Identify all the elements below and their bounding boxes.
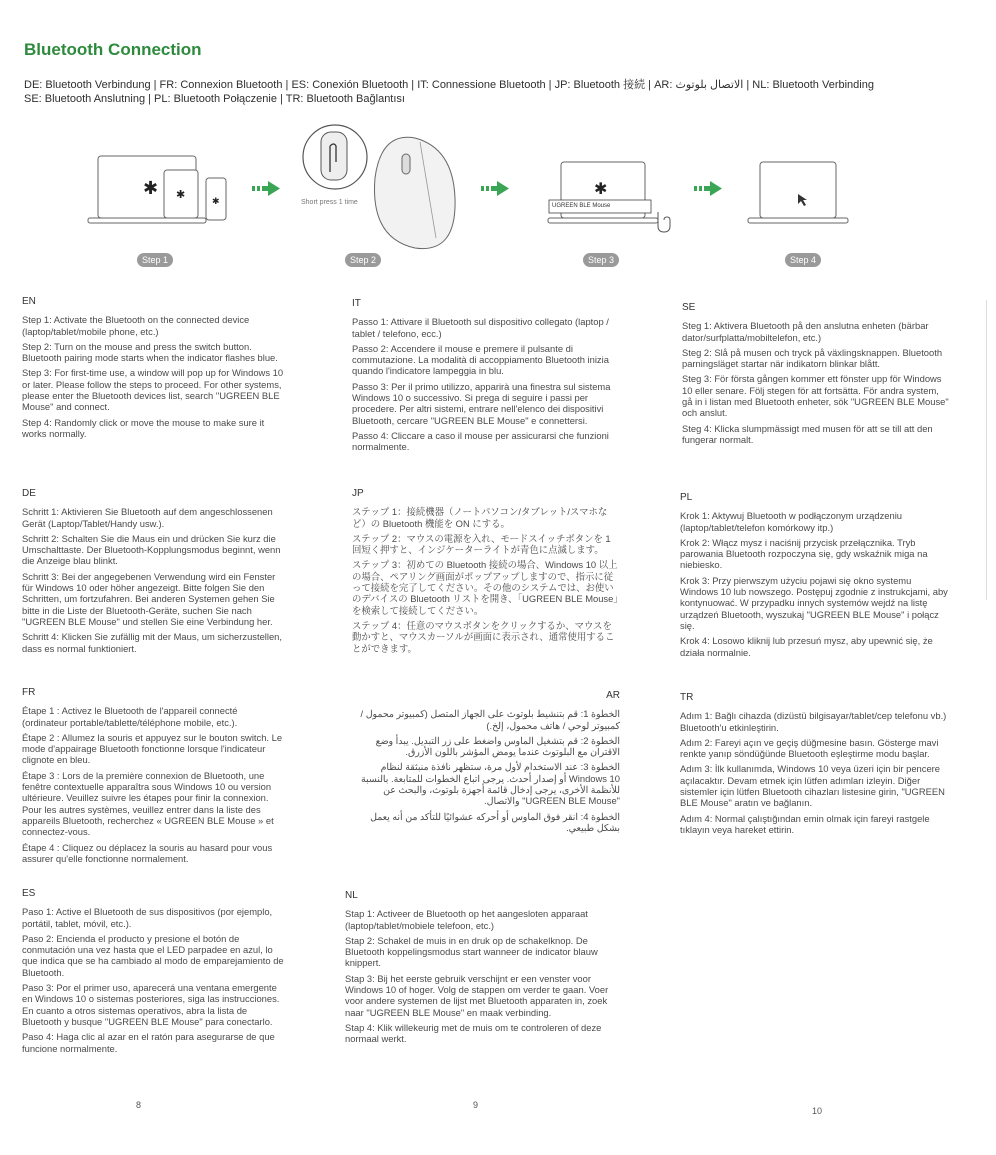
- step-text: ステップ 4：任意のマウスボタンをクリックするか、マウスを動かすと、マウスカーソルが画面に表示され、通常使用することができます。: [352, 619, 615, 654]
- bluetooth-icon: ✱: [176, 188, 186, 201]
- step-text: Stap 2: Schakel de muis in en druk op de schakelknop. De Bluetooth koppelingsmodus start wanneer de indicator blauw knippert.: [345, 934, 598, 969]
- arrow-icon: [252, 181, 280, 196]
- step-4-badge: Step 4: [785, 253, 821, 267]
- step-text: Steg 3: För första gången kommer ett fönster upp för Windows 10 eller senare. Följ stegen för att fortsätta. För andra system, gå in i listan med Bluetooth enheter, sök "UGREEN BLE Mouse" och anslut.: [682, 373, 949, 419]
- section-tr: [680, 692, 950, 839]
- section-se: [682, 302, 950, 449]
- section-lang-label: IT: [352, 298, 361, 309]
- section-de: [22, 488, 284, 658]
- step-text: Schritt 1: Aktivieren Sie Bluetooth auf dem angeschlossenen Gerät (Laptop/Tablet/Handy usw.).: [22, 506, 273, 529]
- step-text: Steg 2: Slå på musen och tryck på växlingsknappen. Bluetooth parningsläget startar när indikatorn blinkar blått.: [682, 346, 943, 370]
- step-text: Passo 4: Cliccare a caso il mouse per assicurarsi che funzioni normalmente.: [352, 429, 609, 453]
- step-text: Step 3: For first-time use, a window will pop up for Windows 10 or later. Please follow the steps to proceed. For other systems, please enter the Bluetooth devices list, search "UGREEN BLE Mouse" and connect.: [22, 367, 284, 413]
- step-text: Stap 1: Activeer de Bluetooth op het aangesloten apparaat (laptop/tablet/mobiele telefoon, etc.): [345, 908, 588, 931]
- language-names-line-2: SE: Bluetooth Anslutning | PL: Bluetooth Połączenie | TR: Bluetooth Bağlantısı: [24, 93, 405, 105]
- laptop-cursor-illustration: [748, 162, 848, 223]
- arrow-icon: [694, 181, 722, 196]
- step-text: الخطوة 1: قم بتنشيط بلوتوث على الجهاز المتصل (كمبيوتر محمول / كمبيوتر لوحي / هاتف محمول، إلخ.): [360, 708, 620, 731]
- page-edge-divider: [986, 300, 987, 600]
- step-text: Stap 4: Klik willekeurig met de muis om te controleren of deze normaal werkt.: [345, 1021, 602, 1045]
- section-en: [22, 296, 284, 443]
- step-2-badge: Step 2: [345, 253, 381, 267]
- step-text: Steg 1: Aktivera Bluetooth på den anslutna enheten (bärbar dator/surfplatta/mobiltelefon, etc.): [682, 320, 929, 343]
- section-lang-label: AR: [606, 690, 620, 701]
- step-text: Step 4: Randomly click or move the mouse to make sure it works normally.: [22, 416, 265, 439]
- step-text: ステップ 3：初めての Bluetooth 接続の場合、Windows 10 以上の場合、ペアリング画面がポップアップしますので、指示に従って接続を完了してください。その他のシステムでは、お使いのデバイスの Bluetooth リストを開き、「UGREEN BLE Mouse」を検索して接続してください。: [352, 559, 619, 616]
- step-text: Paso 2: Encienda el producto y presione el botón de conmutación una vez hasta que el LED parpadee en azul, lo que indica que se ha cambiado al modo de emparejamiento de Bluetooth.: [22, 932, 284, 978]
- step-text: Étape 4 : Cliquez ou déplacez la souris au hasard pour vous assurer qu'elle fonctionne normalement.: [22, 841, 273, 864]
- page-title: Bluetooth Connection: [24, 40, 202, 59]
- step-text: Paso 4: Haga clic al azar en el ratón para asegurarse de que funcione normalmente.: [22, 1031, 275, 1054]
- section-lang-label: FR: [22, 687, 36, 698]
- step-text: Paso 3: Por el primer uso, aparecerá una ventana emergente en Windows 10 o sistemas posteriores, siga las instrucciones. En cuanto a otros sistemas operativos, abra la lista de Bluetooth y busque "UGREEN BLE Mouse" para conectarlo.: [22, 982, 280, 1027]
- step-text: الخطوة 3: عند الاستخدام لأول مرة، ستظهر نافذة منبثقة لنظام Windows 10 أو إصدار أحدث. يرجى اتباع الخطوات للمتابعة. بالنسبة للأنظمة الأخرى، يرجى إدخال قائمة أجهزة بلوتوث، والبحث عن "UGREEN BLE Mouse" والاتصال.: [361, 761, 620, 807]
- step-text: Schritt 4: Klicken Sie zufällig mit der Maus, um sicherzustellen, dass es normal funktioniert.: [22, 631, 282, 654]
- step-text: Step 2: Turn on the mouse and press the switch button. Bluetooth pairing mode starts when the indicator flashes blue.: [22, 340, 278, 364]
- step-text: Étape 2 : Allumez la souris et appuyez sur le bouton switch. Le mode d'appairage Bluetooth fonctionne lorsque l'indicateur clignote en bleu.: [22, 731, 283, 766]
- page-number: 10: [812, 1106, 823, 1116]
- step-text: Krok 1: Aktywuj Bluetooth w podłączonym urządzeniu (laptop/tablet/telefon komórkowy itp.): [680, 510, 902, 533]
- step-text: Passo 2: Accendere il mouse e premere il pulsante di commutazione. La modalità di accoppiamento Bluetooth inizia quando l'indicatore lampeggia in blu.: [352, 342, 609, 377]
- section-lang-label: PL: [680, 492, 693, 503]
- step-3-badge: Step 3: [583, 253, 619, 267]
- step-text: Étape 3 : Lors de la première connexion de Bluetooth, une fenêtre contextuelle apparaîtra sous Windows 10 ou version ultérieure. Veuillez suivre les étapes pour finir la connexion. Pour les autres systèmes, veuillez entrer dans la liste des appareils Bluetooth, recherchez « UGREEN BLE Mouse » et connectez-vous.: [22, 769, 274, 838]
- section-lang-label: ES: [22, 888, 36, 899]
- step-text: Adım 1: Bağlı cihazda (dizüstü bilgisayar/tablet/cep telefonu vb.) Bluetooth'u etkinleştirin.: [680, 710, 947, 733]
- bluetooth-icon: ✱: [143, 178, 159, 199]
- step-text: ステップ 2：マウスの電源を入れ、モードスイッチボタンを 1 回短く押すと、インジケーターライトが青色に点滅します。: [352, 532, 611, 556]
- devices-illustration: [88, 156, 226, 223]
- section-lang-label: JP: [352, 488, 364, 499]
- language-names: [24, 78, 964, 106]
- language-names-line-1: DE: Bluetooth Verbindung | FR: Connexion Bluetooth | ES: Conexión Bluetooth | IT: Connessione Bluetooth | JP: Bluetooth 接続 | ‏AR: الاتصال بلوتوث‏ | NL: Bluetooth Verbinding: [24, 79, 874, 91]
- step-text: Passo 1: Attivare il Bluetooth sul dispositivo collegato (laptop / tablet / telefono, ecc.): [352, 316, 609, 339]
- page-number: 8: [136, 1100, 142, 1110]
- section-ar: [352, 690, 620, 837]
- section-fr: [22, 687, 284, 868]
- laptop-pairing-illustration: [548, 162, 670, 232]
- section-lang-label: DE: [22, 488, 36, 499]
- section-jp: [352, 488, 620, 658]
- short-press-label: Short press 1 time: [301, 199, 358, 206]
- section-it: [352, 298, 620, 457]
- section-es: [22, 888, 284, 1058]
- section-lang-label: NL: [345, 890, 358, 901]
- section-nl: [345, 890, 613, 1049]
- step-text: الخطوة 2: قم بتشغيل الماوس واضغط على زر التبديل. يبدأ وضع الاقتران مع البلوتوث عندما يومض المؤشر باللون الأزرق.: [375, 734, 620, 758]
- step-text: الخطوة 4: انقر فوق الماوس أو أحركه عشوائيًا للتأكد من أنه يعمل بشكل طبيعي.: [370, 810, 620, 833]
- step-text: Krok 3: Przy pierwszym użyciu pojawi się okno systemu Windows 10 lub nowszego. Postępuj zgodnie z instrukcjami, aby kontynuować. W przypadku innych systemów wejdź na listę urządzeń Bluetooth, wyszukaj "UGREEN BLE Mouse" i połącz się.: [680, 574, 948, 631]
- step-text: Krok 2: Włącz mysz i naciśnij przycisk przełącznika. Tryb parowania Bluetooth rozpoczyna się, gdy wskaźnik miga na niebiesko.: [680, 536, 928, 571]
- bluetooth-icon: ✱: [594, 179, 608, 198]
- page-number: 9: [473, 1100, 479, 1110]
- device-name-label: UGREEN BLE Mouse: [552, 203, 611, 209]
- step-text: Step 1: Activate the Bluetooth on the connected device (laptop/tablet/mobile phone, etc.): [22, 314, 250, 337]
- section-lang-label: SE: [682, 302, 696, 313]
- step-text: Krok 4: Losowo kliknij lub przesuń mysz, aby upewnić się, że działa normalnie.: [680, 635, 933, 658]
- section-lang-label: TR: [680, 692, 694, 703]
- step-text: Passo 3: Per il primo utilizzo, apparirà una finestra sul sistema Windows 10 o successivo. Si prega di seguire i passi per procedere. Per altri sistemi, entrare nell'elenco dei dispositivi Bluetooth, cercare "UGREEN BLE Mouse" e connettersi.: [352, 380, 611, 426]
- step-text: Steg 4: Klicka slumpmässigt med musen för att se till att den fungerar normalt.: [682, 422, 933, 445]
- step-text: Paso 1: Active el Bluetooth de sus dispositivos (por ejemplo, portátil, tablet, móvil, etc.).: [22, 906, 273, 929]
- step-text: Étape 1 : Activez le Bluetooth de l'appareil connecté (ordinateur portable/tablette/téléphone mobile, etc.).: [22, 705, 238, 728]
- step-text: Adım 2: Fareyi açın ve geçiş düğmesine basın. Gösterge mavi renkte yanıp söndüğünde Bluetooth eşleştirme modu başlar.: [680, 736, 939, 760]
- step-text: Stap 3: Bij het eerste gebruik verschijnt er een venster voor Windows 10 of hoger. Volg de stappen om verder te gaan. Voer voor andere systemen de lijst met Bluetooth apparaten in, zoek naar "UGREEN BLE Mouse" en maak verbinding.: [345, 972, 609, 1018]
- step-text: ステップ 1：接続機器（ノートパソコン/タブレット/スマホなど）の Bluetooth 機能を ON にする。: [352, 506, 608, 529]
- step-text: Adım 4: Normal çalıştığından emin olmak için fareyi rastgele tıklayın veya hareket ettirin.: [680, 812, 930, 835]
- arrow-icon: [481, 181, 509, 196]
- bluetooth-icon: ✱: [212, 197, 220, 207]
- step-text: Adım 3: İlk kullanımda, Windows 10 veya üzeri için bir pencere açılacaktır. Devam etmek için lütfen adımları izleyin. Diğer sistemler için lütfen Bluetooth cihazları listesine girin, "UGREEN BLE Mouse" aratın ve bağlanın.: [680, 763, 945, 809]
- step-1-badge: Step 1: [137, 253, 173, 267]
- section-pl: [680, 492, 950, 662]
- step-text: Schritt 2: Schalten Sie die Maus ein und drücken Sie kurz die Umschalttaste. Der Bluetooth-Kopplungsmodus beginnt, wenn die Anzeige blau blinkt.: [22, 532, 281, 567]
- section-lang-label: EN: [22, 296, 36, 307]
- step-text: Schritt 3: Bei der angegebenen Verwendung wird ein Fenster für Windows 10 oder höher angezeigt. Bitte folgen Sie den Schritten, um fortzufahren. Bei anderen Systemen gehen Sie bitte in die Liste der Bluetooth-Geräte, suchen Sie nach "UGREEN BLE Mouse" und stellen Sie eine Verbindung her.: [22, 570, 276, 627]
- mouse-illustration: [303, 125, 455, 249]
